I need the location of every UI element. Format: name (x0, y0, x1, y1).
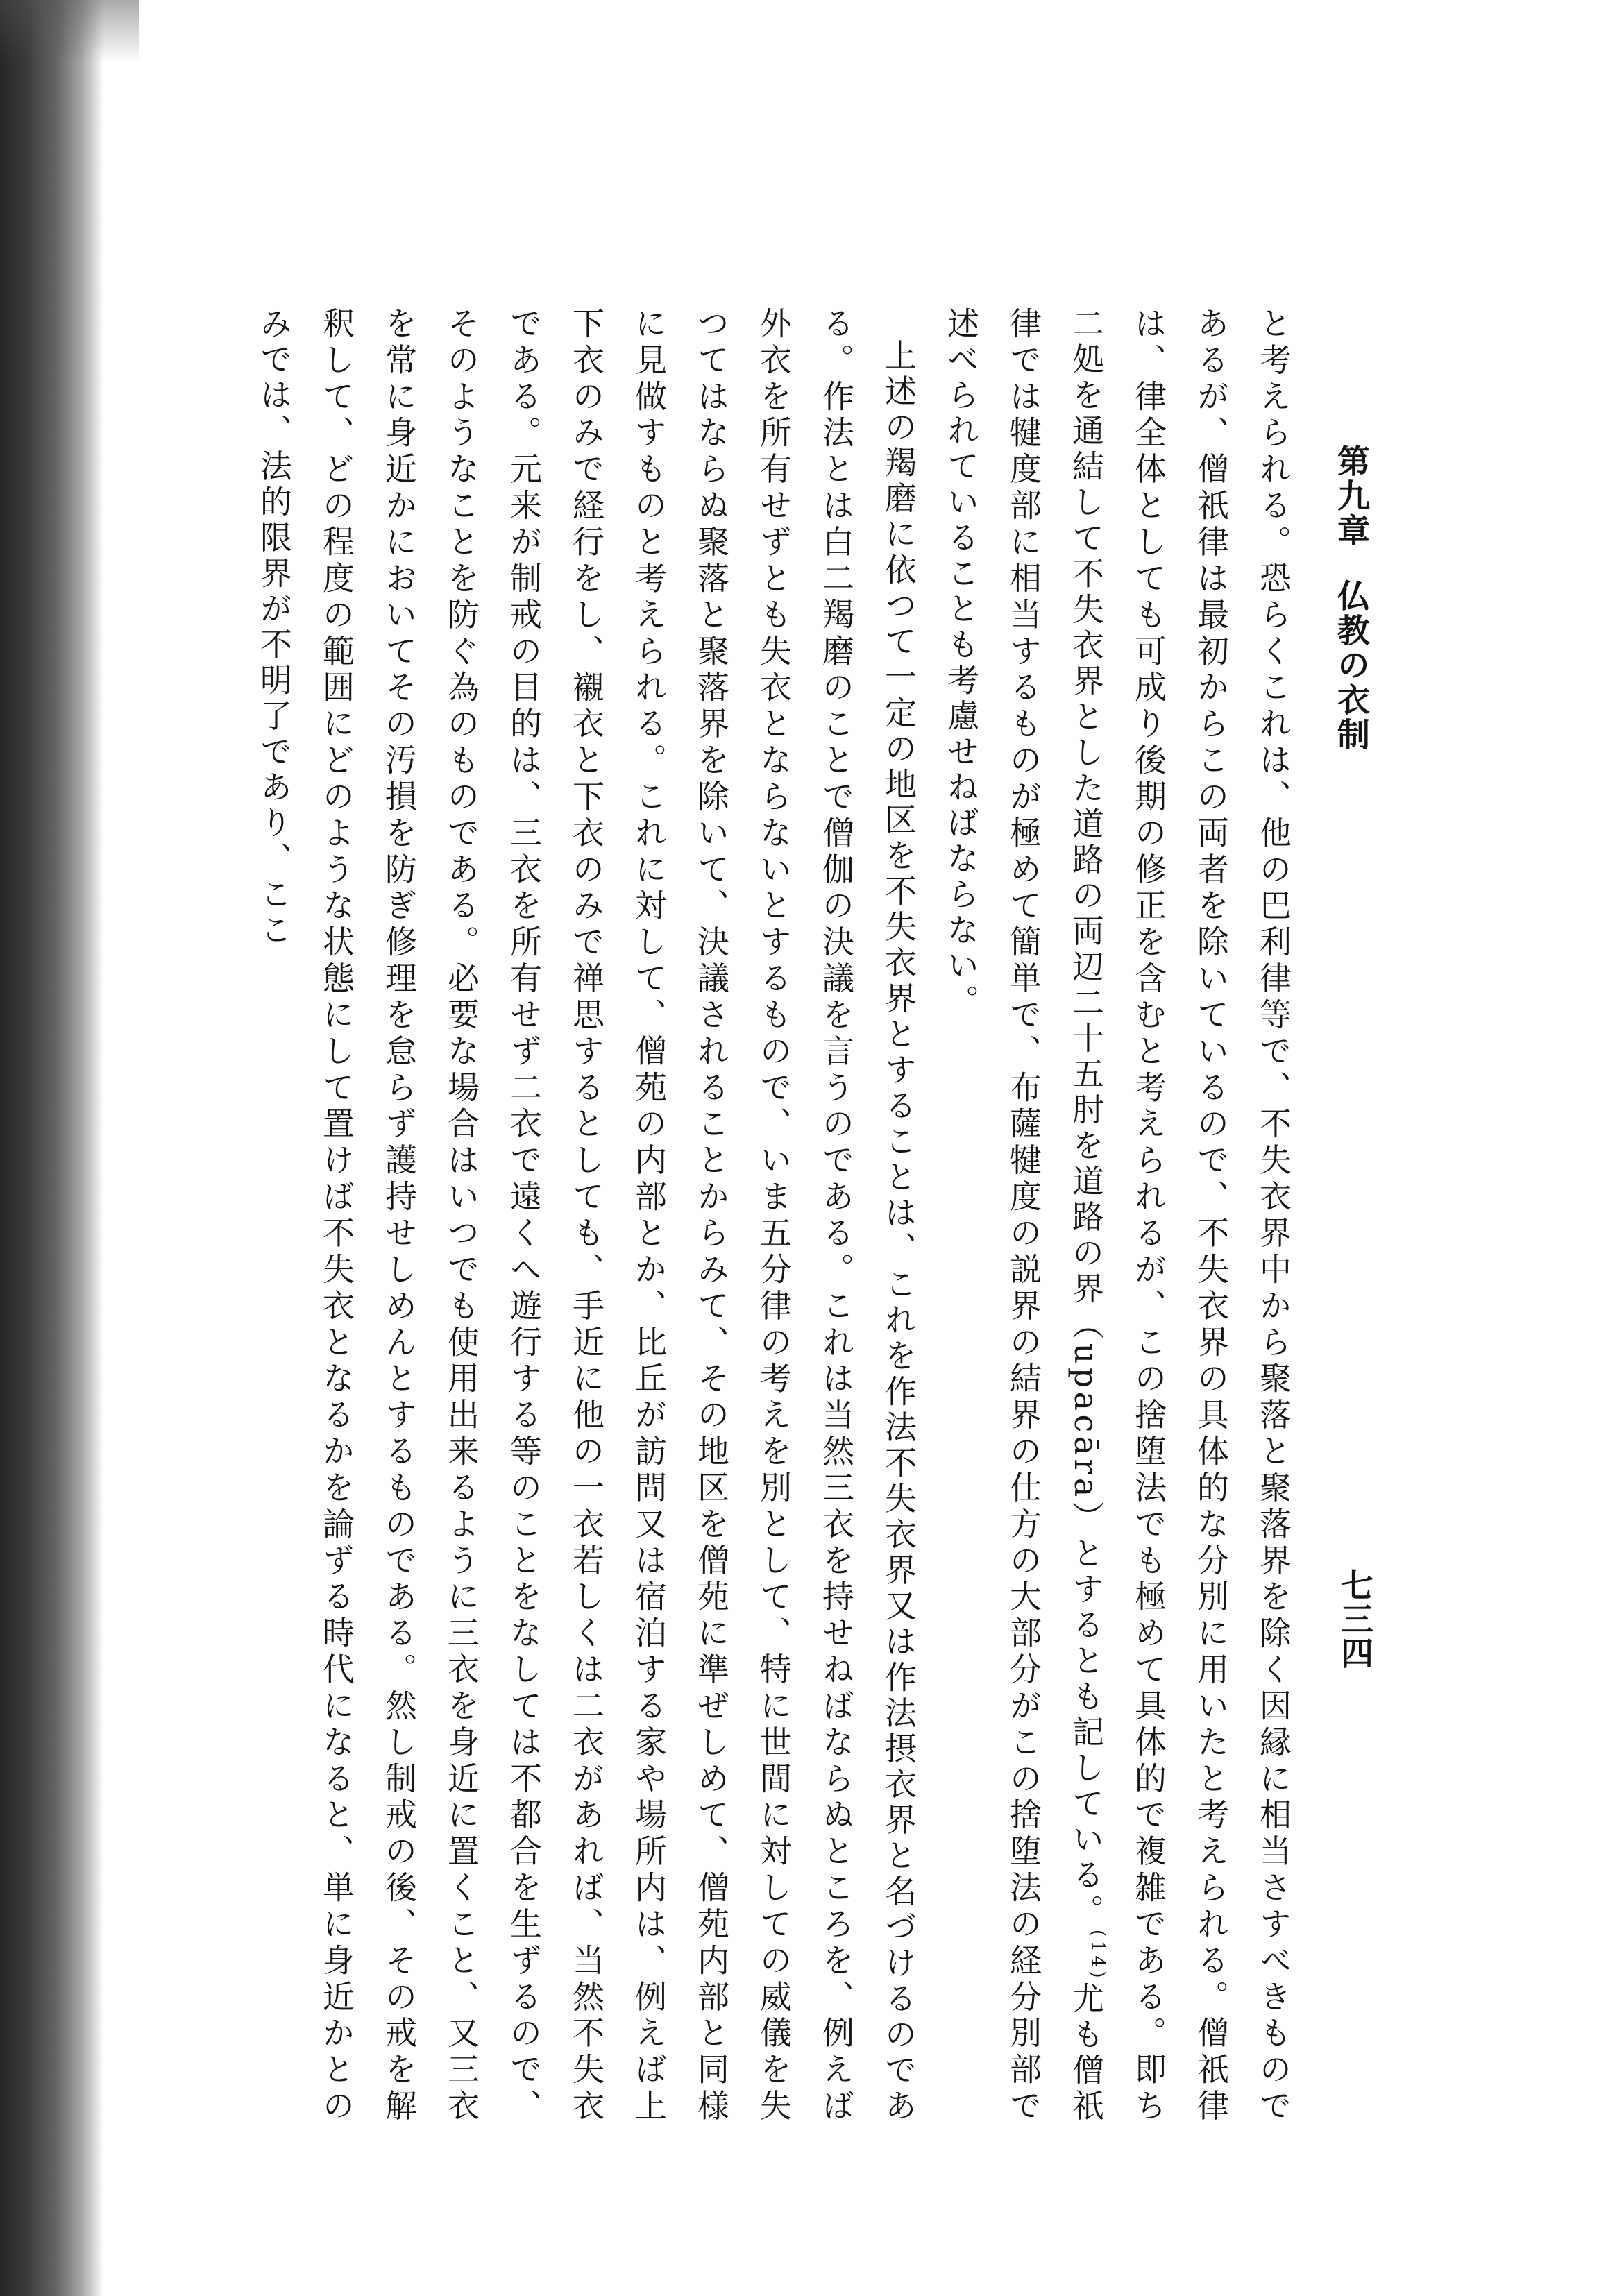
chapter-label: 第九章 (1332, 444, 1370, 548)
body-text (255, 307, 1305, 2125)
page-number: 七三四 (1335, 1568, 1373, 1670)
footnote-ref: (14) (1087, 1929, 1108, 1982)
paragraph-text: 尤も僧祇律では犍度部に相当するものが極めて簡単で、布薩犍度の説界の結界の仕方の大部分がこの捨堕法の経分別部で述べられていることも考慮せねばならない。 (942, 307, 1105, 2125)
paragraph-text: 上述の羯磨に依つて一定の地区を不失衣界とすることは、これを作法不失衣界又は作法摂衣界と名づけるのである。作法とは白二羯磨のことで僧伽の決議を言うのである。これは当然三衣を持せねばならぬところを、例えば外衣を所有せずとも失衣とならないとするもので、いま五分律の考えを別として、特に世間に対しての威儀を失つてはならぬ聚落と聚落界を除いて、決議されることからみて、その地区を僧苑に準ぜしめて、僧苑内部と同様に見做すものと考えられる。これに対して、僧苑の内部とか、比丘が訪問又は宿泊する家や場所内は、例えば上下衣のみで経行をし、襯衣と下衣のみで禅思するとしても、手近に他の一衣若しくは二衣があれば、当然不失衣である。元来が制戒の目的は、三衣を所有せず二衣で遠くへ遊行する等のことをなしては不都合を生ずるので、そのようなことを防ぐ為のものである。必要な場合はいつでも使用出来るように三衣を身近に置くこと、又三衣を常に身近かにおいてその汚損を防ぎ修理を怠らず護持せしめんとするものである。然し制戒の後、その戒を解釈して、どの程度の範囲にどのような状態にして置けば不失衣となるかを論ずる時代になると、単に身近かとのみでは、法的限界が不明了であり、ここ (255, 307, 917, 2125)
chapter-title: 仏教の衣制 (1332, 579, 1370, 752)
paragraph-text: と考えられる。恐らくこれは、他の巴利律等で、不失衣界中から聚落と聚落界を除く因縁に相当さすべきものであるが、僧祇律は最初からこの両者を除いているので、不失衣界の具体的な分別に用いたと考えられる。僧祇律は、律全体としても可成り後期の修正を含むと考えられるが、この捨堕法でも極めて具体的で複雑である。即ち二処を通結して不失衣界とした道路の両辺二十五肘を道路の界（upacāra）とするとも記している。 (1067, 307, 1292, 2125)
paragraph (930, 307, 1305, 2125)
running-header (1332, 444, 1370, 752)
scan-shadow-corner (0, 0, 139, 62)
paragraph (243, 307, 930, 2125)
scan-shadow-edge (0, 0, 104, 2296)
